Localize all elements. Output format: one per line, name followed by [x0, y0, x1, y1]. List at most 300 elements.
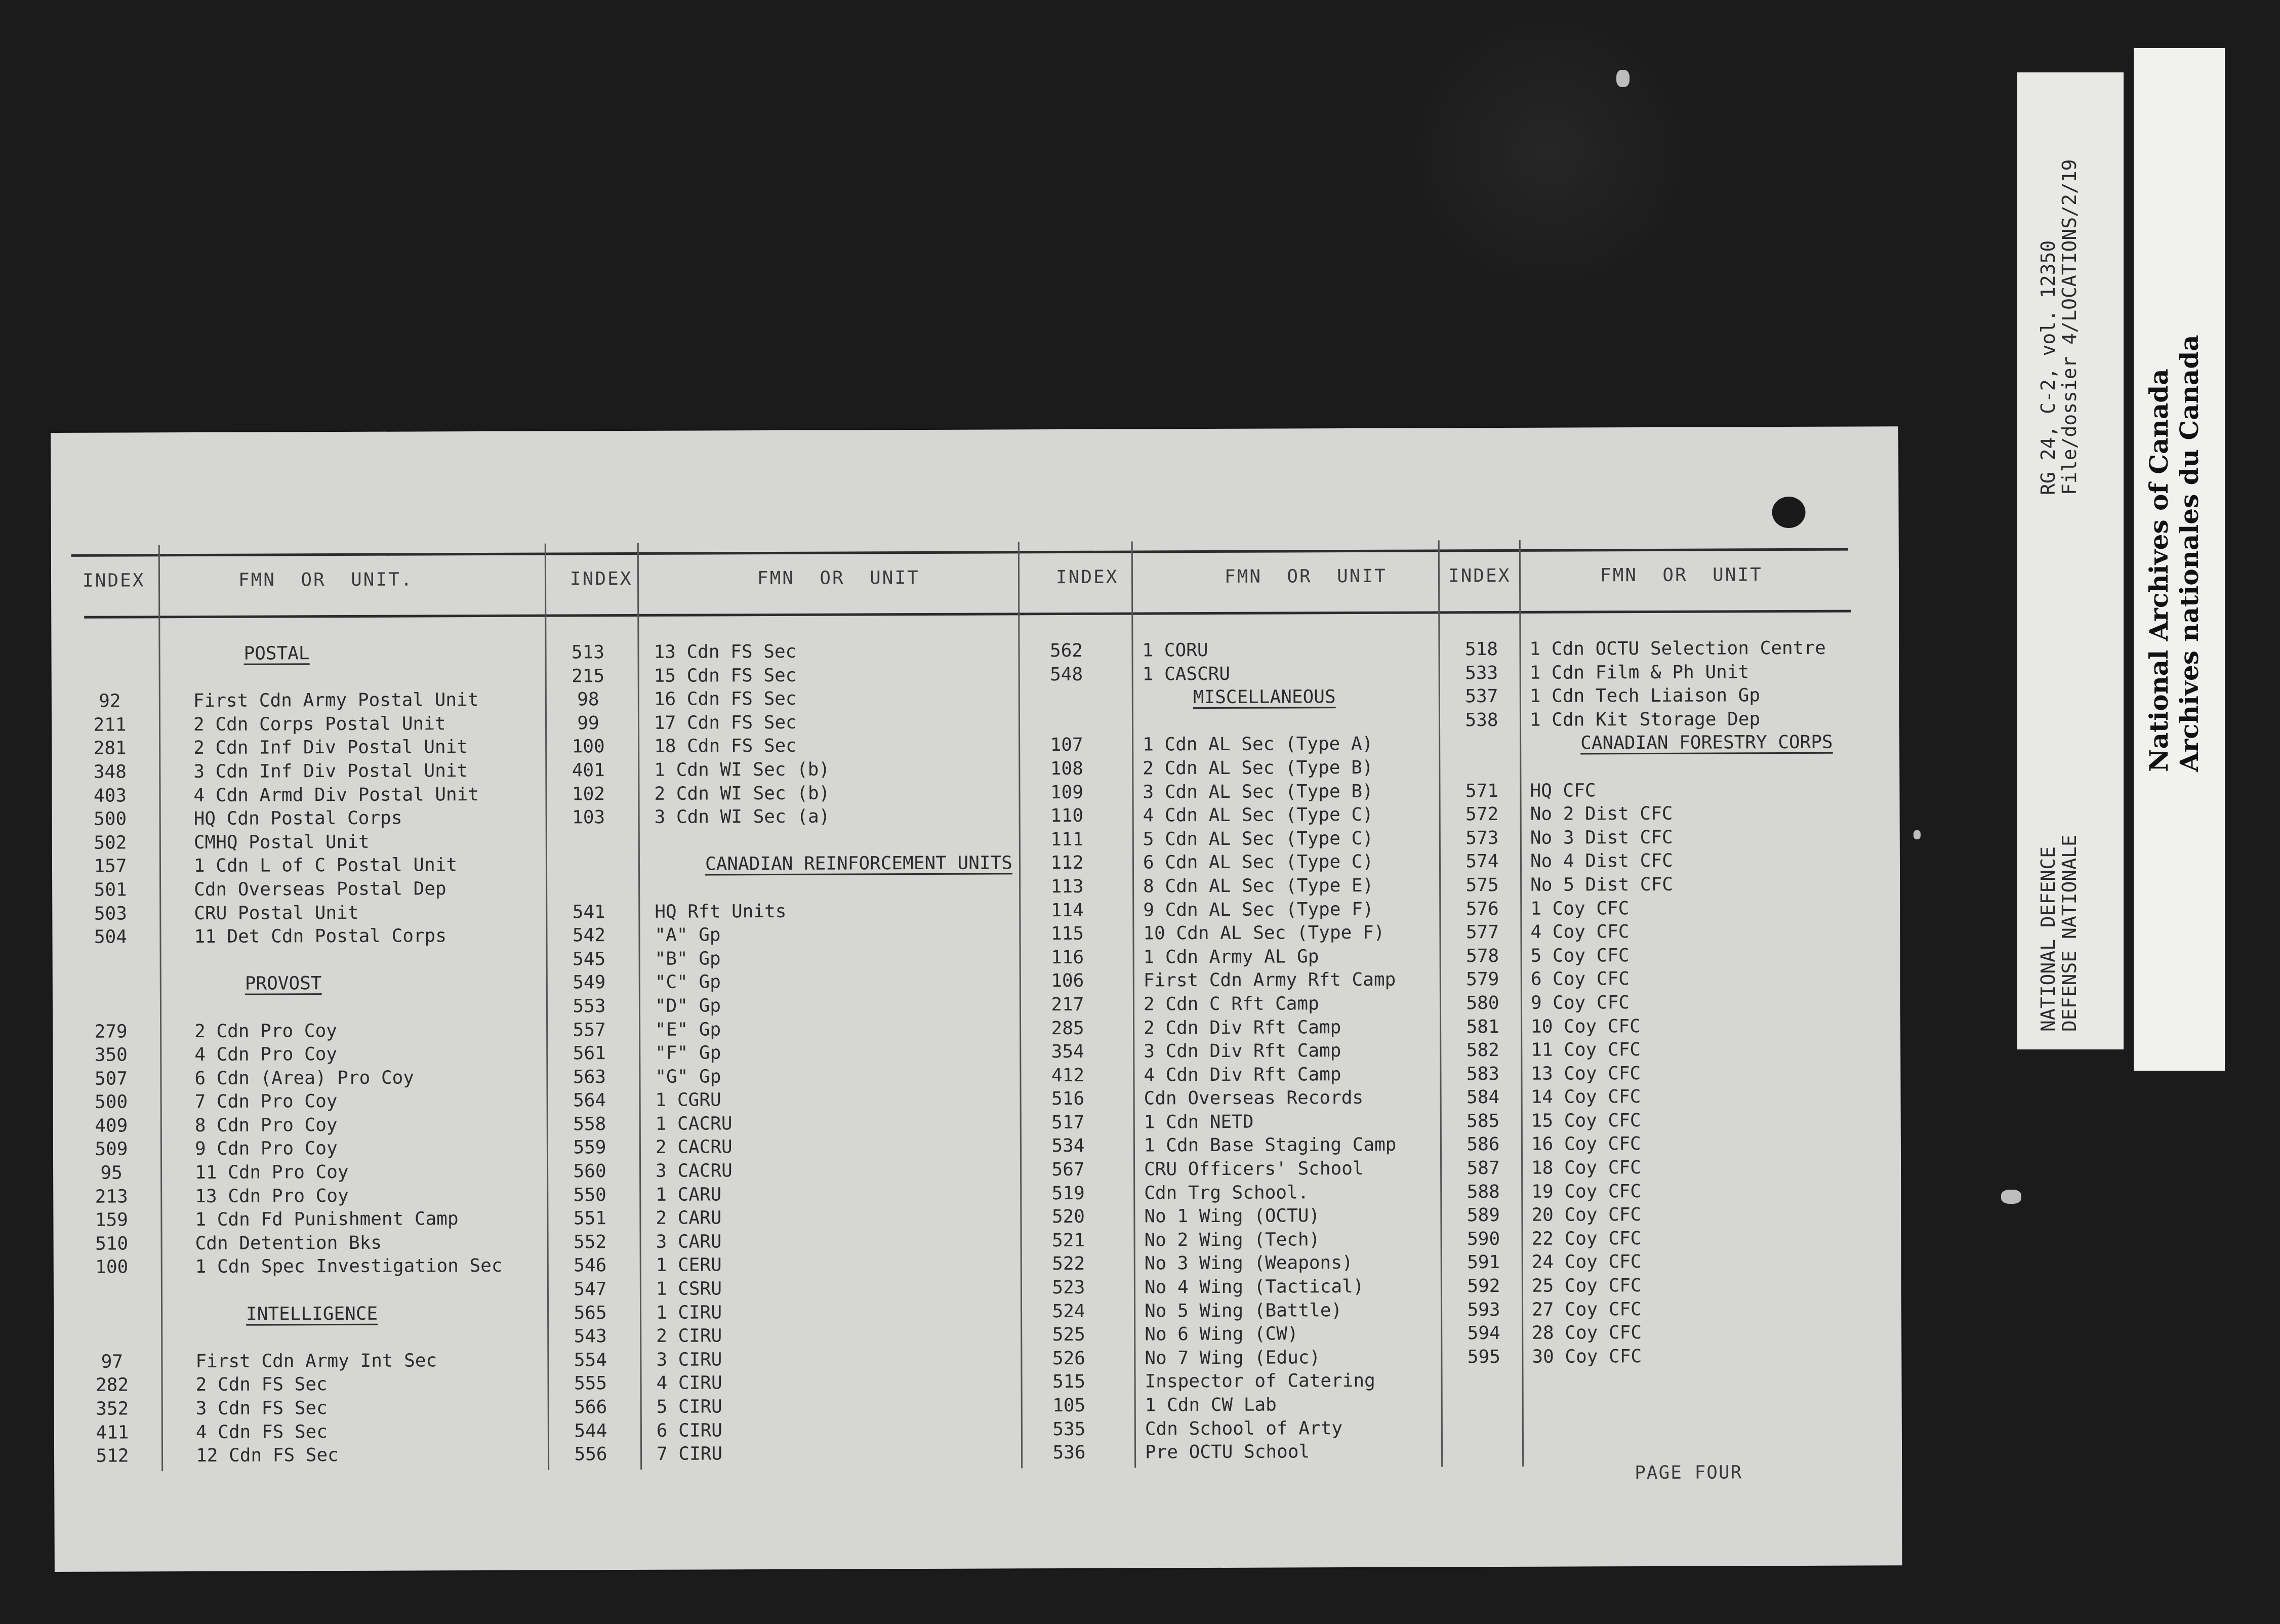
unit-row [551, 993, 1007, 1019]
unit-row [72, 877, 538, 903]
unit-name: 1 Cdn Kit Storage Dep [1529, 708, 1761, 730]
index-number: 537 [1465, 686, 1498, 707]
unit-column-2 [550, 639, 1012, 1467]
unit-row [1444, 919, 1890, 945]
index-number: 512 [96, 1445, 129, 1467]
unit-row [550, 757, 1006, 783]
unit-name: 16 Coy CFC [1531, 1133, 1641, 1155]
unit-row [73, 1160, 539, 1186]
index-number: 282 [95, 1374, 129, 1396]
unit-row [552, 1229, 1008, 1254]
unit-name: No 5 Wing (Battle) [1144, 1300, 1342, 1322]
index-number: 564 [573, 1090, 606, 1111]
unit-name: 2 Cdn AL Sec (Type B) [1143, 757, 1373, 779]
unit-name: 12 Cdn FS Sec [195, 1445, 339, 1467]
index-number [73, 949, 149, 950]
index-number: 411 [96, 1422, 129, 1443]
index-number [551, 853, 627, 854]
section-heading-row [1029, 685, 1434, 710]
index-number: 114 [1050, 900, 1084, 921]
unit-name: 13 Cdn Pro Coy [195, 1185, 349, 1207]
unit-row [72, 783, 538, 808]
unit-name: 1 Cdn AL Sec (Type A) [1143, 734, 1373, 755]
unit-row [72, 806, 538, 832]
unit-name: 30 Coy CFC [1532, 1346, 1642, 1367]
unit-row [1446, 1250, 1891, 1275]
index-number: 575 [1465, 874, 1499, 896]
index-number: 538 [1465, 709, 1498, 731]
index-number [74, 1279, 150, 1280]
unit-row [1444, 684, 1889, 709]
unit-name: No 5 Dist CFC [1530, 874, 1673, 896]
punch-hole [1772, 497, 1805, 528]
section-heading-row [1444, 731, 1889, 756]
index-number [1029, 686, 1105, 687]
index-number [1029, 710, 1105, 711]
index-number: 510 [95, 1233, 129, 1254]
unit-column-4 [1443, 636, 1891, 1369]
unit-name: 8 Cdn AL Sec (Type E) [1143, 875, 1374, 897]
index-number: 97 [101, 1351, 124, 1372]
header-index: INDEX [82, 570, 145, 591]
unit-name: 1 Cdn Spec Investigation Sec [195, 1255, 503, 1278]
index-number: 543 [574, 1326, 607, 1347]
header-rule [84, 610, 1851, 619]
index-number: 590 [1467, 1228, 1500, 1250]
unit-row [73, 995, 539, 1021]
unit-row [73, 1136, 539, 1162]
archives-name-en: National Archives of Canada [2144, 369, 2174, 772]
unit-row [1443, 636, 1889, 662]
unit-row [1029, 756, 1434, 781]
index-number: 593 [1467, 1299, 1500, 1320]
unit-name: 1 CGRU [655, 1089, 721, 1111]
unit-row [1446, 1273, 1891, 1298]
unit-name: 15 Coy CFC [1531, 1110, 1641, 1131]
unit-name: 9 Coy CFC [1530, 992, 1630, 1013]
index-number: 504 [94, 926, 128, 948]
unit-name: 3 CIRU [656, 1349, 722, 1370]
unit-row [74, 1325, 540, 1351]
unit-name: "G" Gp [655, 1066, 721, 1087]
unit-name: 19 Coy CFC [1531, 1181, 1642, 1202]
unit-row [1030, 1181, 1435, 1205]
index-number: 95 [100, 1162, 123, 1184]
unit-row [1029, 827, 1434, 851]
unit-name: First Cdn Army Int Sec [195, 1350, 437, 1372]
unit-row [551, 1064, 1007, 1089]
section-heading: POSTAL [243, 643, 310, 664]
unit-name: 18 Coy CFC [1531, 1157, 1641, 1179]
index-number: 509 [95, 1139, 128, 1160]
unit-name: 2 Cdn C Rft Camp [1143, 993, 1319, 1015]
unit-row [1031, 1440, 1436, 1465]
unit-row [552, 1253, 1008, 1278]
index-number: 113 [1050, 876, 1084, 898]
unit-row [551, 1017, 1007, 1042]
unit-row [1029, 898, 1434, 922]
index-number: 521 [1051, 1230, 1085, 1251]
unit-row [1444, 754, 1889, 780]
index-number: 103 [572, 807, 605, 828]
unit-name: 1 Cdn Film & Ph Unit [1529, 661, 1749, 683]
section-heading: INTELLIGENCE [246, 1303, 378, 1325]
index-number: 552 [573, 1232, 607, 1253]
reference-line: RG 24, C-2, vol. 12350 [2037, 240, 2059, 495]
unit-row [552, 1347, 1008, 1372]
index-number: 110 [1050, 805, 1084, 827]
index-number: 556 [574, 1444, 607, 1465]
index-number: 412 [1051, 1065, 1085, 1086]
unit-row [1029, 780, 1434, 804]
unit-name: 28 Coy CFC [1532, 1322, 1642, 1344]
header-index: INDEX [1448, 565, 1511, 587]
unit-name: 7 Cdn Pro Coy [194, 1091, 338, 1113]
index-number: 550 [573, 1184, 606, 1206]
section-heading-row [71, 641, 537, 667]
index-number: 595 [1467, 1346, 1500, 1368]
unit-name: 1 Cdn OCTU Selection Centre [1529, 637, 1826, 660]
section-heading-row [74, 1302, 540, 1327]
index-number: 213 [95, 1186, 128, 1207]
unit-row [1444, 872, 1890, 898]
index-number: 92 [99, 691, 121, 712]
unit-name: 2 CARU [656, 1207, 722, 1229]
index-number: 116 [1051, 947, 1084, 968]
unit-name: 1 Cdn Fd Punishment Camp [195, 1208, 459, 1231]
index-number: 549 [573, 972, 606, 993]
unit-row [73, 1042, 539, 1068]
unit-row [72, 712, 538, 737]
unit-row [74, 1419, 540, 1445]
unit-name: HQ Rft Units [655, 901, 787, 922]
unit-row [1031, 1228, 1436, 1252]
unit-row [1031, 1416, 1436, 1441]
column-divider [1438, 540, 1443, 1467]
unit-row [1029, 850, 1434, 875]
unit-row [1446, 1297, 1891, 1322]
index-number: 525 [1052, 1324, 1085, 1346]
index-number: 586 [1467, 1134, 1500, 1155]
index-number: 157 [94, 856, 127, 877]
index-number: 576 [1465, 898, 1499, 919]
unit-name: Cdn Overseas Postal Dep [194, 878, 446, 900]
unit-row [552, 1300, 1008, 1325]
index-number [71, 642, 147, 643]
unit-name: 11 Det Cdn Postal Corps [194, 925, 447, 948]
index-number: 520 [1051, 1206, 1085, 1228]
index-number: 566 [574, 1397, 607, 1418]
unit-row [551, 923, 1006, 948]
index-number: 534 [1051, 1135, 1085, 1157]
index-number: 535 [1052, 1418, 1086, 1440]
unit-name: 5 CIRU [656, 1396, 722, 1417]
index-number: 507 [94, 1068, 128, 1089]
index-number: 553 [573, 996, 606, 1017]
index-number: 581 [1466, 1016, 1499, 1037]
index-number: 348 [93, 761, 127, 783]
index-number: 513 [571, 642, 605, 663]
index-number: 403 [93, 785, 127, 806]
unit-name: 13 Cdn FS Sec [654, 641, 797, 663]
unit-row [73, 1113, 539, 1139]
unit-row [1444, 849, 1890, 874]
unit-row [1031, 1298, 1436, 1323]
unit-row [74, 1396, 540, 1422]
index-number: 217 [1051, 994, 1084, 1016]
unit-name: First Cdn Army Rft Camp [1143, 969, 1396, 991]
unit-column-1 [71, 641, 540, 1469]
unit-row [1030, 1039, 1435, 1064]
unit-name: 4 Cdn AL Sec (Type C) [1143, 804, 1373, 826]
unit-name: 1 Cdn Army AL Gp [1143, 946, 1319, 968]
unit-name: Inspector of Catering [1145, 1370, 1375, 1392]
unit-name: 22 Coy CFC [1531, 1228, 1642, 1249]
unit-name: HQ CFC [1530, 780, 1596, 801]
unit-row [553, 1418, 1008, 1443]
index-number: 502 [94, 832, 127, 854]
unit-row [72, 924, 538, 950]
index-number: 541 [572, 901, 605, 922]
index-number: 572 [1465, 804, 1499, 825]
header-index: INDEX [1055, 566, 1119, 588]
index-number: 106 [1051, 970, 1084, 992]
unit-row [72, 688, 538, 714]
index-number: 587 [1467, 1158, 1500, 1179]
unit-name: 4 Cdn Div Rft Camp [1144, 1064, 1341, 1086]
document-sheet [51, 426, 1902, 1572]
index-number: 111 [1050, 829, 1084, 850]
unit-name: 5 Cdn AL Sec (Type C) [1143, 828, 1374, 850]
unit-name: 9 Cdn Pro Coy [194, 1138, 338, 1160]
unit-name: No 2 Wing (Tech) [1144, 1229, 1320, 1251]
unit-name: 2 Cdn Corps Postal Unit [193, 713, 446, 735]
index-number: 554 [574, 1349, 607, 1371]
unit-row [550, 663, 1006, 688]
unit-row [552, 1088, 1007, 1113]
unit-name: 14 Coy CFC [1531, 1086, 1641, 1108]
index-number: 555 [574, 1373, 607, 1394]
unit-name: 2 Cdn WI Sec (b) [654, 783, 830, 804]
unit-name: No 1 Wing (OCTU) [1144, 1205, 1320, 1227]
unit-row [1029, 733, 1434, 757]
unit-name: 1 CASCRU [1142, 663, 1231, 685]
unit-name: No 3 Dist CFC [1530, 827, 1673, 848]
unit-row [1029, 921, 1434, 946]
unit-row [1030, 1016, 1435, 1040]
index-number: 517 [1051, 1112, 1085, 1133]
index-number: 281 [93, 738, 127, 759]
index-number: 159 [95, 1209, 129, 1231]
unit-row [1028, 638, 1433, 663]
unit-row [1029, 803, 1434, 828]
index-number: 584 [1467, 1087, 1500, 1108]
unit-row [552, 1371, 1008, 1396]
index-number: 577 [1465, 922, 1499, 943]
index-number: 516 [1051, 1088, 1085, 1110]
unit-row [550, 639, 1005, 665]
unit-name: 1 Cdn Tech Liaison Gp [1529, 685, 1761, 707]
index-number: 112 [1050, 852, 1084, 874]
unit-row [1029, 662, 1434, 686]
reference-tag [2017, 72, 2124, 1049]
unit-row [551, 805, 1006, 830]
unit-name: "F" Gp [655, 1042, 721, 1064]
index-number: 565 [574, 1302, 607, 1324]
unit-row [553, 1442, 1008, 1467]
unit-row [1445, 1132, 1891, 1157]
unit-name: 6 Coy CFC [1530, 968, 1630, 990]
unit-name: No 4 Wing (Tactical) [1144, 1276, 1364, 1298]
unit-name: 24 Coy CFC [1531, 1251, 1642, 1273]
index-number: 107 [1050, 735, 1083, 756]
unit-name: 1 Cdn L of C Postal Unit [193, 855, 458, 877]
unit-name: Cdn Detention Bks [195, 1232, 382, 1254]
unit-row [1031, 1346, 1436, 1370]
unit-row [73, 948, 539, 973]
index-number [73, 996, 149, 997]
index-number: 354 [1051, 1041, 1084, 1063]
unit-name: 1 CARU [656, 1184, 722, 1205]
index-number: 562 [1049, 640, 1083, 662]
reference-line: File/dossier 4/LOCATIONS/2/19 [2058, 159, 2081, 495]
unit-name: 1 Cdn NETD [1144, 1111, 1254, 1133]
unit-row [1030, 1086, 1435, 1111]
unit-row [552, 1324, 1008, 1349]
header-fmn-unit: FMN OR UNIT. [238, 569, 414, 591]
index-number: 563 [573, 1066, 606, 1088]
department-line: NATIONAL DEFENCE [2037, 846, 2059, 1032]
unit-row [1030, 945, 1435, 969]
unit-name: 18 Cdn FS Sec [654, 736, 797, 757]
unit-row [552, 1158, 1007, 1184]
index-number: 515 [1052, 1371, 1086, 1393]
unit-row [74, 1443, 540, 1469]
index-number: 100 [572, 736, 605, 757]
unit-name: 10 Coy CFC [1531, 1016, 1641, 1037]
unit-name: 1 Coy CFC [1530, 898, 1630, 919]
unit-row [72, 665, 538, 690]
dust-speck [2001, 1190, 2021, 1204]
index-number: 557 [573, 1019, 606, 1040]
unit-name: First Cdn Army Postal Unit [193, 689, 479, 712]
unit-row [552, 1206, 1007, 1231]
unit-row [1030, 992, 1435, 1017]
section-heading: CANADIAN FORESTRY CORPS [1580, 732, 1833, 754]
unit-row [73, 1089, 539, 1115]
unit-row [1445, 1155, 1891, 1181]
index-number: 519 [1051, 1183, 1085, 1204]
unit-row [73, 1066, 539, 1091]
unit-name: 2 CIRU [656, 1325, 722, 1347]
index-number: 215 [572, 665, 605, 687]
unit-row [72, 759, 538, 785]
unit-row [1445, 1108, 1891, 1133]
unit-row [551, 828, 1006, 854]
unit-row [552, 1276, 1008, 1302]
header-index: INDEX [569, 568, 633, 590]
index-number: 588 [1467, 1181, 1500, 1202]
unit-row [1445, 1037, 1890, 1063]
unit-row [1031, 1251, 1436, 1276]
unit-name: HQ Cdn Postal Corps [193, 807, 402, 830]
header-fmn-unit: FMN OR UNIT [757, 567, 920, 589]
index-number: 533 [1465, 662, 1498, 683]
index-number: 105 [1052, 1395, 1086, 1416]
unit-row [550, 710, 1006, 736]
unit-name: 25 Coy CFC [1531, 1275, 1642, 1296]
index-number: 526 [1052, 1348, 1085, 1369]
unit-row [73, 1184, 539, 1209]
index-number: 545 [573, 948, 606, 970]
unit-row [1444, 778, 1889, 803]
index-number: 547 [574, 1279, 607, 1300]
index-number: 551 [573, 1208, 607, 1229]
unit-name: 3 Cdn FS Sec [195, 1398, 328, 1419]
index-number: 580 [1466, 992, 1499, 1014]
unit-name: CRU Officers' School [1144, 1158, 1364, 1180]
unit-name: 1 CIRU [656, 1302, 722, 1323]
unit-row [1031, 1275, 1436, 1300]
unit-row [1445, 1061, 1890, 1086]
unit-row [1030, 1063, 1435, 1087]
unit-row [550, 781, 1006, 806]
index-number: 536 [1052, 1442, 1086, 1464]
unit-row [72, 736, 538, 761]
unit-row [1444, 660, 1889, 685]
unit-name: 4 Cdn Armd Div Postal Unit [193, 784, 479, 806]
unit-name: CRU Postal Unit [194, 902, 359, 924]
unit-name: 1 CSRU [656, 1278, 722, 1300]
unit-name: No 2 Dist CFC [1530, 803, 1673, 825]
unit-row [553, 1394, 1008, 1419]
unit-row [1031, 1322, 1436, 1347]
unit-name: 17 Cdn FS Sec [654, 712, 797, 734]
unit-row [551, 970, 1007, 995]
unit-name: 16 Cdn FS Sec [654, 688, 797, 710]
unit-row [1029, 709, 1434, 734]
unit-row [72, 830, 538, 855]
unit-row [1029, 874, 1434, 899]
index-number: 578 [1466, 945, 1499, 966]
index-number: 542 [572, 925, 606, 946]
unit-name: 1 Cdn CW Lab [1145, 1394, 1277, 1416]
unit-row [550, 687, 1006, 712]
unit-row [74, 1349, 540, 1374]
index-number: 579 [1466, 969, 1499, 990]
unit-row [73, 1207, 539, 1233]
unit-name: 13 Coy CFC [1531, 1063, 1641, 1084]
index-number: 285 [1051, 1018, 1084, 1039]
unit-name: 1 Cdn WI Sec (b) [654, 759, 830, 781]
index-number: 409 [95, 1115, 128, 1136]
header-fmn-unit: FMN OR UNIT [1600, 564, 1763, 586]
index-number: 591 [1467, 1252, 1500, 1273]
index-number: 573 [1465, 827, 1499, 848]
section-heading-row [73, 971, 539, 997]
unit-name: 11 Coy CFC [1531, 1039, 1641, 1061]
unit-row [1030, 1110, 1435, 1134]
unit-name: No 4 Dist CFC [1530, 850, 1673, 872]
unit-name: 1 CORU [1142, 640, 1208, 661]
index-number: 561 [573, 1043, 606, 1064]
unit-row [1030, 1204, 1435, 1229]
dust-speck [1616, 70, 1630, 87]
index-number: 352 [96, 1398, 129, 1419]
unit-name: 4 CIRU [656, 1372, 722, 1394]
index-number: 108 [1050, 758, 1083, 780]
index-number: 350 [94, 1044, 128, 1066]
